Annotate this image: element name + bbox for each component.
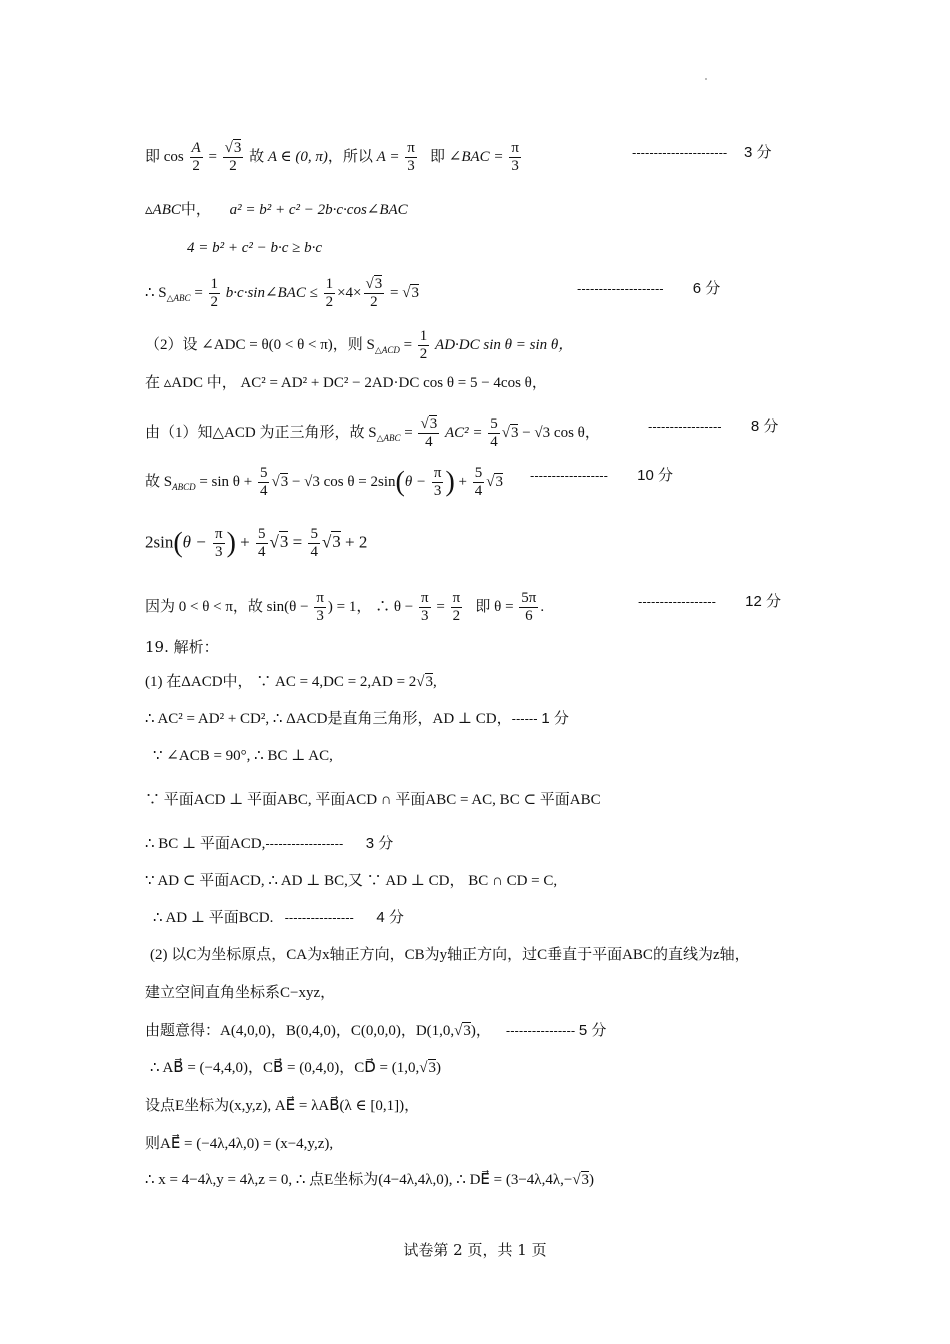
text-a-in: A ∈ (0, π) — [267, 148, 328, 165]
frac-one-half-b: $\frac{1}{2}$ — [325, 276, 334, 310]
line-12: (1) 在ΔACD中， ∵ AC = 4,DC = 2,AD = 2√3, — [145, 674, 437, 690]
page-footer: 试卷第 2 页，共 1 页 — [403, 1241, 547, 1259]
frac-sqrt3-over-2-b: $\frac{√3}{2}$ — [365, 276, 383, 310]
line-4: ∴ $S_{\triangle ABC}$ = $\frac{1}{2}$ b·c·sin∠BAC ≤ $\frac{1}{2}$ ×4× $\frac{√3}{2}$ = √3 — [145, 276, 419, 310]
text-ji-2: 即 — [430, 148, 446, 165]
line-25: ∴ x = 4−4λ,y = 4λ,z = 0, ∴ 点E坐标为(4−4λ,4λ,0), ∴ DE⃗ = (3−4λ,4λ,−√3) — [145, 1172, 595, 1188]
frac-a-over-2: $\frac{A}{2}$ — [191, 140, 201, 174]
frac-one-half: $\frac{1}{2}$ — [210, 276, 219, 310]
line-16: ∴ BC ⊥ 平面ACD,------------------ 3 分 — [145, 835, 394, 852]
line-14: ∵ ∠ACB = 90°, ∴ BC ⊥ AC, — [153, 748, 333, 764]
line-7: 由（1）知△ACD 为正三角形，故 $S_{\triangle ABC}$ = $\frac{√3}{4}$ AC² = $\frac{5}{4}$ √3 − √3 cos θ， — [145, 416, 600, 450]
line-19: (2) 以C为坐标原点，CA为x轴正方向，CB为y轴正方向，过C垂直于平面ABC的直线为z轴， — [150, 947, 750, 963]
text-angle-bac: ∠BAC = — [448, 148, 504, 165]
line-21: 由题意得：A(4,0,0)，B(0,4,0)，C(0,0,0)，D(1,0,√3)， ---------------- 5 分 — [145, 1022, 607, 1039]
score-10: ------------------ 10 分 — [530, 467, 673, 484]
line-20: 建立空间直角坐标系C−xyz， — [145, 985, 336, 1001]
text-a-eq: A = — [376, 148, 400, 165]
line-23: 设点E坐标为(x,y,z), AE⃗ = λAB⃗(λ ∈ [0,1])， — [145, 1098, 420, 1114]
line-8: 故 $S_{ABCD} = \sin \theta$ + $\frac{5}{4}$ √3 − √3 cos θ = 2sin(θ − $\frac{\pi}{3}$ ) + $\frac{5}{4}$ √3 — [145, 465, 503, 499]
score-12: ------------------ 12 分 — [638, 593, 781, 610]
score-6: -------------------- 6 分 — [577, 280, 721, 297]
law-of-cosines: a² = b² + c² − 2b·c·cos∠BAC — [229, 202, 408, 218]
frac-pi-over-3: $\frac{\pi}{3}$ — [407, 140, 415, 174]
line-10: 因为 0 < θ < π，故 sin(θ − $\frac{\pi}{3}$ ) = 1， ∴ θ − $\frac{\pi}{3}$ = $\frac{\pi}{2}$ 即 θ = $\frac{5\pi}{6}$ . — [145, 590, 545, 624]
line-15: ∵ 平面ACD ⊥ 平面ABC, 平面ACD ∩ 平面ABC = AC, BC ⊂ 平面ABC — [145, 792, 601, 808]
score-3: ---------------------- 3 分 — [632, 144, 772, 161]
line-2: ▵ABC中， a² = b² + c² − 2b·c·cos∠BAC — [145, 202, 408, 218]
line-22: ∴ AB⃗ = (−4,4,0)，CB⃗ = (0,4,0)，CD⃗ = (1,0,√3) — [150, 1060, 441, 1076]
frac-sqrt3-over-2: $\frac{√3}{2}$ — [224, 140, 242, 174]
line-3: 4 = b² + c² − b·c ≥ b·c — [187, 240, 323, 256]
line-13: ∴ AC² = AD² + CD², ∴ ΔACD是直角三角形，AD ⊥ CD，------ 1 分 — [145, 710, 569, 727]
text-sep: ，所以 — [327, 148, 373, 165]
score-8: ----------------- 8 分 — [648, 418, 779, 435]
text-gu: 故 — [249, 148, 265, 165]
line-17: ∵ AD ⊂ 平面ACD, ∴ AD ⊥ BC,又 ∵ AD ⊥ CD， BC ∩ CD = C, — [145, 873, 558, 889]
line-6: 在 ▵ADC 中， AC² = AD² + DC² − 2AD·DC cos θ = 5 − 4cos θ， — [145, 375, 547, 391]
line-24: 则AE⃗ = (−4λ,4λ,0) = (x−4,y,z), — [145, 1136, 334, 1152]
text-ji: 即 — [145, 148, 161, 165]
line-5: （2）设 ∠ADC = θ(0 < θ < π)，则 $S_{\triangle ACD}$ = $\frac{1}{2}$ AD·DC sin θ = sin θ， — [145, 328, 574, 362]
line-1: 即 cos $\frac{A}{2}$ = $\frac{√3}{2}$ 故 A ∈ (0, π)，所以 A = $\frac{\pi}{3}$ 即 ∠BAC = $\frac{\pi}{3}$ — [145, 140, 519, 174]
line-11: 19. 解析： — [145, 638, 219, 656]
text-cos: cos — [163, 148, 184, 165]
line-18: ∴ AD ⊥ 平面BCD. ---------------- 4 分 — [153, 909, 404, 926]
scan-artifact-dot — [705, 78, 707, 80]
line-9: 2sin(θ − $\frac{\pi}{3}$ ) + $\frac{5}{4}$ √3 = $\frac{5}{4}$ √3 + 2 — [145, 526, 368, 560]
frac-pi-over-3-b: $\frac{\pi}{3}$ — [511, 140, 519, 174]
